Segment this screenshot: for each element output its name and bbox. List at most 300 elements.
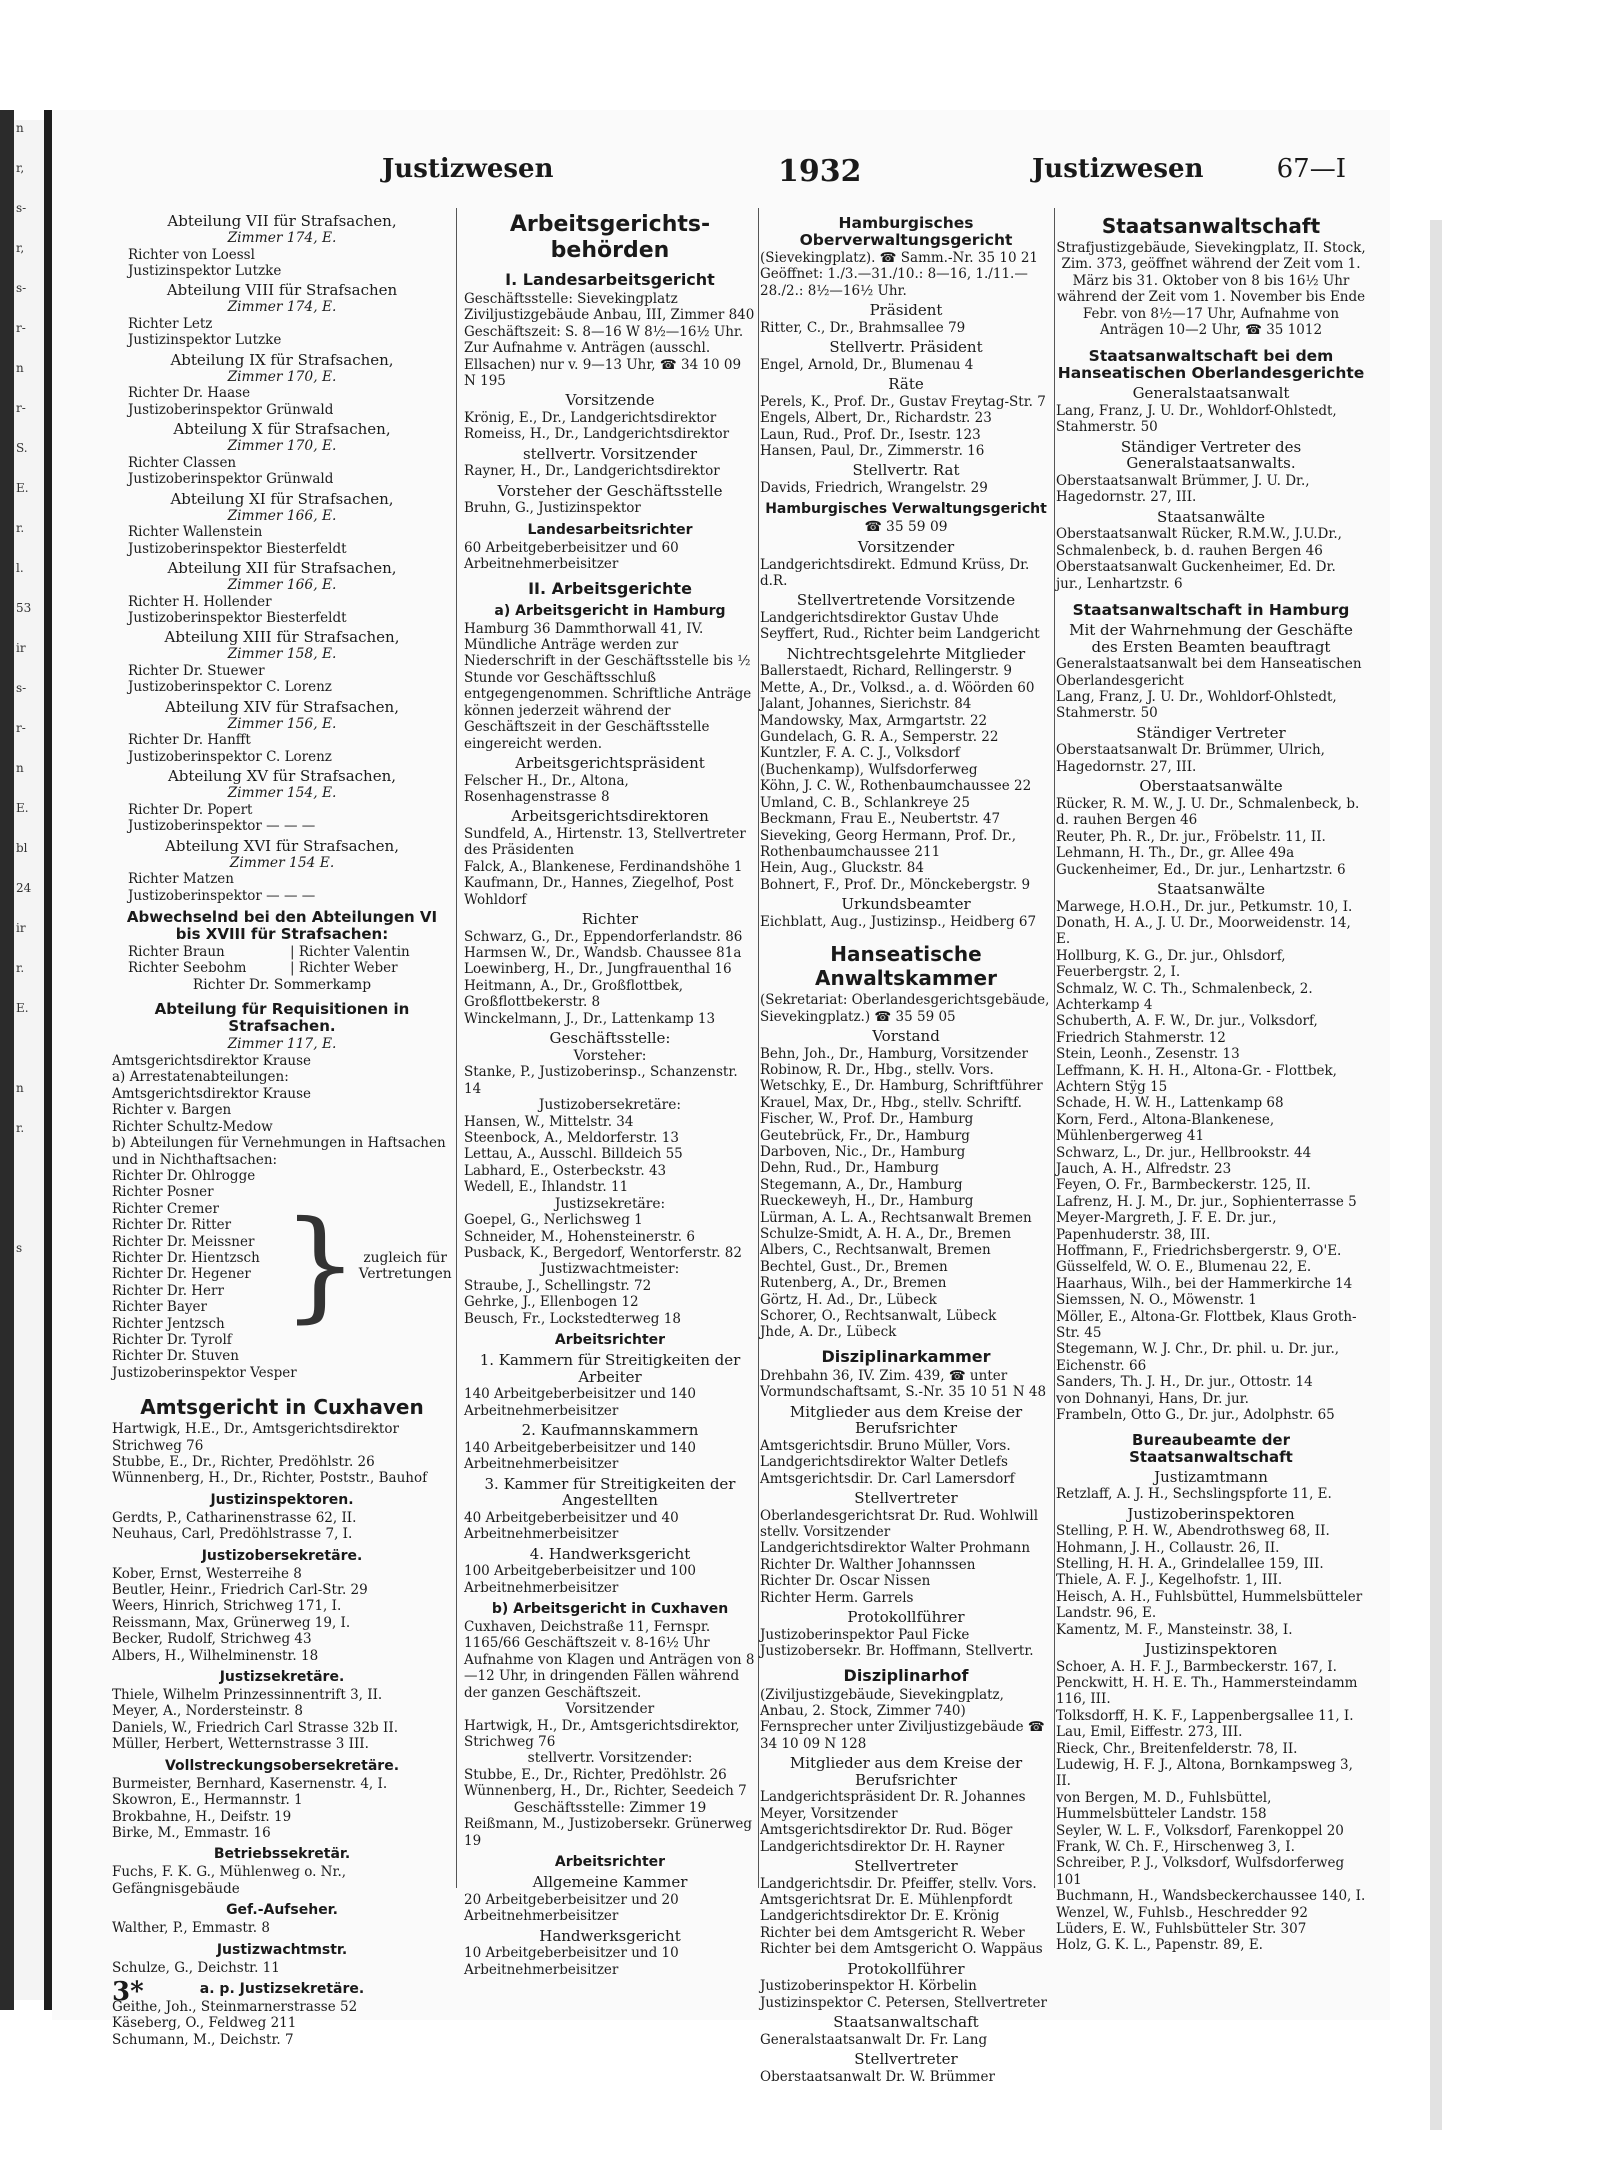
margin-fragment: [14, 1160, 44, 1200]
entry: Reissmann, Max, Grünerweg 19, I.: [112, 1614, 351, 1631]
entry-list: [760, 610, 1052, 643]
entry-list: [112, 1920, 452, 1936]
entry: Kaufmann, Dr., Hannes, Ziegelhof, Post Wohldorf: [464, 875, 734, 908]
entry: Schade, H. W. H., Lattenkamp 68: [1056, 1095, 1284, 1112]
entry-list: [1056, 796, 1366, 878]
entry: Justizoberinspektor C. Lorenz: [128, 679, 332, 696]
role-heading: Arbeitsrichter: [554, 1854, 666, 1871]
section-title: Disziplinarkammer: [821, 1346, 991, 1366]
role-heading: Präsident: [869, 301, 943, 320]
court-title: Hamburgisches Verwaltungsgericht: [765, 501, 1047, 518]
paragraph: Strafjustizgebäude, Sievekingplatz, II. Stock, Zim. 373, geöffnet während der Zeit vom 1. März bis 31. Oktober von 8 bis 16½ Uhr während der Zeit vom 1. November bis Ende Febr. von 8½—17 Uhr, Aufnahme von Anträgen 10—2 Uhr, ☎ 35 1012: [1056, 240, 1366, 339]
entry: Hartwigk, H., Dr., Amtsgerichtsdirektor, Strichweg 76: [464, 1717, 740, 1751]
section-heading: a. p. Justizsekretäre.: [199, 1980, 365, 1997]
margin-fragment: bl: [16, 841, 28, 855]
entry: Straube, J., Schellingstr. 72: [464, 1278, 652, 1294]
entry: Generalstaatsanwalt bei dem Hanseatischen Oberlandesgericht: [1056, 656, 1362, 689]
entry: Rutenberg, A., Dr., Bremen: [760, 1275, 947, 1292]
entry: Güsselfeld, W. O. E., Blumenau 22, E.: [1056, 1259, 1312, 1276]
entry: Richter H. Hollender: [128, 593, 272, 610]
entry: Kuntzler, F. A. C. J., Volksdorf (Buchenkamp), Wulfsdorferweg: [760, 745, 978, 778]
entry: Leffmann, K. H. H., Altona-Gr. - Flottbek, Achtern Stÿg 15: [1056, 1062, 1337, 1095]
entry: Lettau, A., Ausschl. Billdeich 55: [464, 1146, 683, 1163]
margin-fragment: r.: [16, 1121, 25, 1135]
entry: Richter Dr. Ohlrogge: [112, 1167, 256, 1184]
margin-fragment: ir: [16, 921, 26, 935]
chamber-title: 3. Kammer für Streitigkeiten der Angestellten: [484, 1474, 736, 1510]
room: Zimmer 158, E.: [227, 646, 337, 663]
entry-list: [112, 1510, 452, 1543]
role-heading: Geschäftsstelle: Zimmer 19: [513, 1799, 707, 1816]
entry: Stein, Leonh., Zesenstr. 13: [1056, 1046, 1240, 1063]
role-heading: Ständiger Vertreter des Generalstaatsanwalts.: [1120, 437, 1302, 473]
margin-fragment: s-: [16, 201, 27, 215]
entry: Meyer-Margreth, J. F. E. Dr. jur., Papenhuderstr. 38, III.: [1056, 1210, 1277, 1243]
entry: Heitmann, A., Dr., Großflottbek, Großflottbekerstr. 8: [464, 977, 684, 1011]
chamber-title: 1. Kammern für Streitigkeiten der Arbeiter: [479, 1351, 741, 1386]
entry: Robinow, R. Dr., Hbg., stellv. Vors.: [760, 1061, 994, 1078]
margin-fragment: S.: [16, 441, 28, 455]
court-title: b) Arbeitsgericht in Cuxhaven: [491, 1601, 729, 1618]
entry: Richter bei dem Amtsgericht R. Weber: [760, 1924, 1025, 1941]
entry: Walther, P., Emmastr. 8: [112, 1920, 270, 1937]
entry: Landgerichtsdirektor Dr. E. Krönig: [760, 1908, 1000, 1925]
entry: Justizoberinspektor C. Lorenz: [128, 748, 332, 765]
margin-fragment: 24: [16, 881, 32, 895]
role-heading: Urkundsbeamter: [841, 895, 971, 914]
role-heading: Ständiger Vertreter: [1136, 723, 1286, 742]
entry: Mette, A., Dr., Volksd., a. d. Wöörden 60: [760, 679, 1035, 696]
entry: Seyffert, Rud., Richter beim Landgericht: [760, 626, 1040, 643]
role-heading: Justizamtmann: [1154, 1467, 1268, 1486]
column-rule: [1054, 208, 1055, 1888]
entry-list: [1056, 899, 1366, 1424]
entry-list: [112, 1687, 452, 1753]
role-heading: Vorstand: [872, 1026, 940, 1045]
entry: Gerdts, P., Catharinenstrasse 62, II.: [112, 1509, 357, 1526]
entry: Oberstaatsanwalt Guckenheimer, Ed. Dr. jur., Lenhartzstr. 6: [1056, 559, 1336, 592]
role-heading: Staatsanwälte: [1156, 507, 1265, 526]
entry: Möller, E., Altona-Gr. Flottbek, Klaus Groth-Str. 45: [1056, 1308, 1357, 1342]
room: Zimmer 156, E.: [227, 715, 337, 732]
entry: Amtsgerichtsrat Dr. E. Mühlenpfordt: [760, 1891, 1013, 1908]
entry: Richter Dr. Oscar Nissen: [760, 1573, 931, 1590]
paragraph: (Ziviljustizgebäude, Sievekingplatz, Anbau, 2. Stock, Zimmer 740) Fernsprecher unter Ziviljustizgebäude ☎ 34 10 09 N 128: [760, 1686, 1045, 1752]
entry: Rueckeweyh, H., Dr., Hamburg: [760, 1193, 974, 1210]
entry: Justizoberinspektor Grünwald: [128, 471, 334, 488]
entry: Daniels, W., Friedrich Carl Strasse 32b II.: [112, 1719, 398, 1736]
role-heading: Stellvertreter: [854, 1489, 958, 1508]
entry: Fischer, W., Prof. Dr., Hamburg: [760, 1111, 974, 1128]
entry: Beckmann, Frau E., Neubertstr. 47: [760, 811, 1001, 828]
entry: Schuberth, A. F. W., Dr. jur., Volksdorf, Friedrich Stahmerstr. 12: [1056, 1013, 1318, 1046]
entry: Hohmann, J. H., Collaustr. 26, II.: [1056, 1539, 1280, 1556]
entry: Schoer, A. H. F. J., Barmbeckerstr. 167, I.: [1056, 1658, 1337, 1675]
entry: Wenzel, W., Fuhlsb., Heschredder 92: [1056, 1904, 1308, 1921]
entry: Ritter, C., Dr., Brahmsallee 79: [760, 319, 966, 336]
entry: Retzlaff, A. J. H., Sechslingspforte 11, E.: [1056, 1486, 1332, 1503]
entry: Perels, K., Prof. Dr., Gustav Freytag-Str. 7: [760, 393, 1046, 410]
entry: Lehmann, H. Th., Dr., gr. Allee 49a: [1056, 845, 1295, 862]
entry: Landgerichtsdirektor Walter Detlefs: [760, 1454, 1008, 1471]
entry: Justizoberinspektor — — —: [128, 818, 316, 835]
entry: Thiele, A. F. J., Kegelhofstr. 1, III.: [1056, 1572, 1283, 1589]
entry: Oberstaatsanwalt Dr. W. Brümmer: [760, 2068, 995, 2085]
margin-fragment: r,: [16, 241, 25, 255]
page: [52, 110, 1390, 2085]
margin-fragment: E.: [16, 481, 29, 495]
entry: Sundfeld, A., Hirtenstr. 13, Stellvertreter des Präsidenten: [464, 825, 746, 859]
entry: Bruhn, G., Justizinspektor: [464, 500, 641, 517]
judge-list: [290, 944, 452, 977]
entry: Justizinspektor C. Petersen, Stellvertreter: [760, 1994, 1048, 2011]
entry: Haarhaus, Wilh., bei der Hammerkirche 14: [1056, 1275, 1353, 1292]
entry: Sanders, Th. J. H., Dr. jur., Ottostr. 14: [1056, 1374, 1313, 1391]
entry-list: [760, 1046, 1052, 1341]
margin-fragment: s-: [16, 281, 27, 295]
role-heading: Mitglieder aus dem Kreise der Berufsrichter: [789, 1754, 1023, 1789]
entry: Stegemann, W. J. Chr., Dr. phil. u. Dr. jur., Eichenstr. 66: [1056, 1341, 1340, 1374]
entry: Richter Braun: [128, 944, 225, 961]
entry: Oberlandesgerichtsrat Dr. Rud. Wohlwill stellv. Vorsitzender: [760, 1507, 1039, 1541]
entry: Richter Letz: [128, 316, 213, 332]
brace-group: [112, 1168, 452, 1365]
role-heading: stellvertr. Vorsitzender:: [527, 1750, 693, 1767]
section-heading: Betriebssekretär.: [213, 1846, 351, 1863]
section-heading: Justizsekretäre.: [219, 1669, 345, 1686]
entry: Mandowsky, Max, Armgartstr. 22: [760, 712, 988, 729]
role-subheading: Justizobersekretäre:: [538, 1096, 682, 1113]
entry: Fuchs, F. K. G., Mühlenweg o. Nr., Gefängnisgebäude: [112, 1864, 347, 1897]
section-heading: Abwechselnd bei den Abteilungen VI bis XVIII für Strafsachen:: [126, 908, 438, 944]
subsection-title: I. Landesarbeitsgericht: [505, 270, 715, 289]
role-heading: Stellvertr. Präsident: [829, 338, 983, 357]
paragraph: Cuxhaven, Deichstraße 11, Fernspr. 1165/66 Geschäftszeit v. 8-16½ Uhr: [464, 1619, 711, 1652]
entry: Richter Schultz-Medow: [112, 1118, 273, 1135]
role-heading: Richter: [581, 909, 639, 928]
section-heading: Justizwachtmstr.: [216, 1941, 348, 1958]
entry: Jalant, Johannes, Sierichstr. 84: [760, 696, 972, 713]
entry: Richter Dr. Hanfft: [128, 732, 251, 749]
entry: Landgerichtsdirektor Gustav Uhde: [760, 610, 999, 627]
entry: Lürman, A. L. A., Rechtsanwalt Bremen: [760, 1209, 1032, 1226]
entry: Neuhaus, Carl, Predöhlstrasse 7, I.: [112, 1526, 353, 1543]
margin-fragment: s: [16, 1241, 23, 1255]
entry: Rayner, H., Dr., Landgerichtsdirektor: [464, 463, 720, 480]
entry-list: [1056, 526, 1366, 592]
entry: Oberstaatsanwalt Dr. Brümmer, Ulrich, Hagedornstr. 27, III.: [1056, 742, 1325, 775]
chamber-title: 2. Kaufmannskammern: [521, 1421, 699, 1440]
entry: Meyer, A., Nordersteinstr. 8: [112, 1703, 303, 1720]
role-heading: Staatsanwaltschaft: [833, 2012, 979, 2031]
entry-list: [464, 410, 756, 443]
subsection-title: II. Arbeitsgerichte: [528, 578, 692, 598]
page-edge: [1430, 220, 1442, 2130]
entry: Becker, Rudolf, Strichweg 43: [112, 1631, 312, 1648]
entry-list: [760, 394, 1052, 460]
entry: Korn, Ferd., Altona-Blankenese, Mühlenbergerweg 41: [1056, 1111, 1275, 1145]
chamber-members: 100 Arbeitgeberbeisitzer und 100 Arbeitnehmerbeisitzer: [464, 1563, 696, 1596]
role-heading: Räte: [888, 375, 924, 394]
entry: Weers, Hinrich, Strichweg 171, I.: [112, 1598, 342, 1615]
entry: Amtsgerichtsdirektor Dr. Rud. Böger: [760, 1822, 1013, 1839]
entry-list: [1056, 403, 1366, 436]
entry: Gundelach, G. R. A., Semperstr. 22: [760, 729, 999, 746]
department-title: Abteilung XIII für Strafsachen,: [164, 628, 400, 647]
entry-list: [112, 1421, 452, 1487]
header-year: 1932: [778, 154, 862, 189]
court-title: a) Arbeitsgericht in Hamburg: [494, 602, 726, 619]
entry: Brokbahne, H., Deifstr. 19: [112, 1808, 292, 1825]
room: Zimmer 174, E.: [227, 299, 337, 316]
entry: Wetschky, E., Dr. Hamburg, Schriftführer: [760, 1078, 1043, 1095]
running-header: [164, 154, 1346, 194]
paragraph: (Sievekingplatz). ☎ Samm.-Nr. 35 10 21 Geöffnet: 1./3.—31./10.: 8—16, 1./11.—28./2.: 8½—16½ Uhr.: [760, 250, 1039, 299]
entry: von Dohnanyi, Hans, Dr. jur.: [1056, 1390, 1249, 1407]
entry: Richter Dr. Popert: [128, 801, 253, 818]
entry: Laun, Rud., Prof. Dr., Isestr. 123: [760, 426, 981, 443]
role-heading: Mitglieder aus dem Kreise der Berufsrichter: [789, 1402, 1023, 1438]
entry: Darboven, Nic., Dr., Hamburg: [760, 1143, 966, 1160]
entry-list: [1056, 1659, 1366, 1954]
room: Zimmer 166, E.: [227, 507, 337, 524]
entry: Wünnenberg, H., Dr., Richter, Poststr., Bauhof: [112, 1470, 428, 1487]
entry: Schwarz, G., Dr., Eppendorferlandstr. 86: [464, 928, 743, 945]
entry: a) Arrestatenabteilungen:: [112, 1069, 289, 1086]
entry: Jhde, A. Dr., Lübeck: [760, 1324, 897, 1341]
department-title: Abteilung XIV für Strafsachen,: [165, 697, 399, 716]
role-heading: Justizinspektoren: [1144, 1639, 1278, 1658]
gutter: [44, 110, 52, 2010]
entry-list: [1056, 1523, 1366, 1638]
entry: Hartwigk, H.E., Dr., Amtsgerichtsdirektor Strichweg 76: [112, 1421, 399, 1454]
entry-list: [760, 1876, 1052, 1958]
margin-fragment: n: [16, 1081, 24, 1095]
section-title: Disziplinarhof: [843, 1665, 969, 1685]
role-heading: Generalstaatsanwalt: [1132, 384, 1290, 403]
entry-list: [760, 1508, 1052, 1606]
entry: Schmalz, W. C. Th., Schmalenbeck, 2. Achterkamp 4: [1056, 980, 1313, 1013]
entry-list: [112, 1566, 452, 1664]
entry: Lang, Franz, J. U. Dr., Wohldorf-Ohlstedt, Stahmerstr. 50: [1056, 689, 1337, 722]
role-heading: Arbeitsgerichtsdirektoren: [511, 807, 709, 826]
entry: Siemssen, N. O., Möwenstr. 1: [1056, 1292, 1257, 1309]
department-title: Abteilung X für Strafsachen,: [173, 420, 391, 439]
entry: Justizoberinspektor — — —: [128, 887, 316, 904]
entry: Gehrke, J., Ellenbogen 12: [464, 1294, 639, 1311]
entry: Stelling, P. H. W., Abendrothsweg 68, II.: [1056, 1523, 1330, 1540]
role-heading: Stellvertretende Vorsitzende: [796, 591, 1016, 610]
column-2: [464, 210, 756, 2010]
margin-fragment: [14, 1040, 44, 1080]
entry: Justizobersekr. Br. Hoffmann, Stellvertr.: [760, 1643, 1034, 1660]
entry: Loewinberg, H., Dr., Jungfrauenthal 16: [464, 961, 732, 978]
paragraph: Aufnahme von Klagen und Anträgen von 8—12 Uhr, in dringenden Fällen während der ganzen Geschäftszeit.: [464, 1651, 755, 1701]
entry: Lau, Emil, Eiffestr. 273, III.: [1056, 1724, 1243, 1741]
section-title: Hanseatische Anwaltskammer: [815, 942, 997, 991]
role-heading: Protokollführer: [847, 1959, 965, 1978]
entry: Donath, H. A., J. U. Dr., Moorweidenstr. 14, E.: [1056, 914, 1351, 948]
room: Zimmer 166, E.: [227, 577, 337, 594]
entry: Dehn, Rud., Dr., Hamburg: [760, 1160, 939, 1177]
entry: Amtsgerichtsdir. Bruno Müller, Vors.: [760, 1437, 1011, 1454]
entry: Justizoberinspektor Paul Ficke: [760, 1626, 970, 1643]
entry-list: [464, 826, 756, 908]
role-heading: Landesarbeitsrichter: [527, 521, 693, 538]
margin-fragment: l.: [16, 561, 24, 575]
chamber-members: 140 Arbeitgeberbeisitzer und 140 Arbeitnehmerbeisitzer: [464, 1386, 696, 1419]
entry: Kamentz, M. F., Mansteinstr. 38, I.: [1056, 1621, 1293, 1638]
entry: Landgerichtsdirekt. Edmund Krüss, Dr. d.R.: [760, 556, 1030, 590]
section-title: Staatsanwaltschaft bei dem Hanseatischen Oberlandesgerichte: [1057, 347, 1365, 383]
chamber-title: Allgemeine Kammer: [532, 1873, 688, 1892]
entry: Goepel, G., Nerlichsweg 1: [464, 1212, 643, 1229]
entry: Landgerichtsdir. Dr. Pfeiffer, stellv. Vors.: [760, 1875, 1037, 1892]
entry: Harmsen W., Dr., Wandsb. Chaussee 81a: [464, 944, 742, 961]
court-title: Hamburgisches Oberverwaltungsgericht: [799, 214, 1013, 249]
entry: Frambeln, Otto G., Dr. jur., Adolphstr. 65: [1056, 1407, 1335, 1424]
entry: Landgerichtsdirektor Walter Prohmann: [760, 1540, 1031, 1557]
column-3: [760, 210, 1052, 2085]
margin-fragment: r.: [16, 521, 25, 535]
entry-list: [112, 1960, 452, 1976]
department-title: Abteilung XVI für Strafsachen,: [165, 836, 399, 855]
entry: Engels, Albert, Dr., Richardstr. 23: [760, 410, 992, 427]
entry: Stubbe, E., Dr., Richter, Predöhlstr. 26: [112, 1454, 375, 1470]
role-heading: Stellvertreter: [854, 2049, 958, 2068]
entry: Richter Dr. Meissner: [112, 1233, 255, 1250]
role-heading: Oberstaatsanwälte: [1139, 777, 1283, 796]
entry: Richter Dr. Herr: [112, 1282, 224, 1299]
entry: Sieveking, Georg Hermann, Prof. Dr., Rothenbaumchaussee 211: [760, 827, 1017, 860]
entry-list: [464, 1816, 756, 1849]
entry: Hollburg, K. G., Dr. jur., Ohlsdorf, Feuerbergstr. 2, I.: [1056, 947, 1286, 981]
margin-fragment: n: [16, 761, 24, 775]
entry: Schulze-Smidt, A. H. A., Dr., Bremen: [760, 1226, 1012, 1242]
entry: Landgerichtspräsident Dr. R. Johannes Meyer, Vorsitzender: [760, 1789, 1026, 1822]
chamber-list: [464, 1352, 756, 1596]
entry: Generalstaatsanwalt Dr. Fr. Lang: [760, 2031, 988, 2048]
entry: Schumann, M., Deichstr. 7: [112, 2031, 294, 2048]
entry-list: [464, 540, 756, 573]
entry: Richter Dr. Hientzsch: [112, 1249, 260, 1266]
entry-list: [760, 914, 1052, 930]
entry: Falck, A., Blankenese, Ferdinandshöhe 1: [464, 858, 743, 875]
brace-label: zugleich für Vertretungen: [358, 1249, 452, 1283]
section-title: Staatsanwaltschaft: [1101, 214, 1321, 238]
entry: Richter Dr. Tyrolf: [112, 1331, 232, 1348]
requisition-list: [112, 1053, 452, 1168]
entry-list: [464, 1278, 756, 1327]
entry-list: [1056, 656, 1366, 722]
alternating-judges: [112, 944, 452, 977]
entry: Romeiss, H., Dr., Landgerichtsdirektor: [464, 426, 730, 443]
role-heading: Mit der Wahrnehmung der Geschäfte des Ersten Beamten beauftragt: [1069, 621, 1353, 656]
entry-list: [1056, 1486, 1366, 1502]
entry: Richter Dr. Stuven: [112, 1348, 239, 1365]
margin-fragment: n: [16, 361, 24, 375]
entry: Richter Matzen: [128, 871, 234, 888]
entry: Richter Bayer: [112, 1299, 207, 1316]
entry-list: [760, 2032, 1052, 2048]
role-subheading: Justizwachtmeister:: [540, 1261, 680, 1278]
entry: Richter Dr. Walther Johannssen: [760, 1556, 976, 1573]
role-heading: Vorsitzender: [565, 1701, 655, 1718]
entry: Bohnert, F., Prof. Dr., Mönckebergstr. 9: [760, 876, 1031, 893]
entry-list: [760, 1627, 1052, 1660]
header-section-right: Justizwesen: [1032, 154, 1204, 184]
entry: Landgerichtsdirektor Dr. H. Rayner: [760, 1838, 1005, 1855]
entry-list: [760, 480, 1052, 496]
entry: Justizoberinspektor Biesterfeldt: [128, 540, 347, 557]
role-subheading: Justizsekretäre:: [554, 1195, 666, 1212]
entry: Schwarz, L., Dr. jur., Hellbrookstr. 44: [1056, 1144, 1312, 1161]
entry: Richter von Loessl: [128, 246, 255, 263]
entry: Richter Dr. Haase: [128, 385, 251, 402]
margin-fragment: r-: [16, 321, 26, 335]
entry: Albers, H., Wilhelminenstr. 18: [112, 1647, 319, 1664]
role-heading: Vorsteher der Geschäftsstelle: [497, 481, 723, 500]
entry: Skowron, E., Hermannstr. 1: [112, 1792, 303, 1809]
margin-fragment: E.: [16, 1001, 29, 1015]
paragraph: Hamburg 36 Dammthorwall 41, IV. Mündliche Anträge werden zur Niederschrift in der Geschäftsstelle bis ½ Stunde vor Geschäftsschluß entgegengenommen. Schriftliche Anträge können jederzeit während der Geschäftszeit in der Geschäftsstelle eingereicht werden.: [464, 620, 752, 752]
section-heading: Gef.-Aufseher.: [226, 1902, 338, 1919]
role-heading: Arbeitsrichter: [554, 1332, 666, 1349]
department-title: Abteilung VII für Strafsachen,: [167, 212, 397, 230]
margin-fragment: [14, 1200, 44, 1240]
entry: Amtsgerichtsdir. Dr. Carl Lamersdorf: [760, 1470, 1015, 1487]
entry: Burmeister, Bernhard, Kasernenstr. 4, I.: [112, 1775, 388, 1792]
entry: | Richter Valentin: [290, 944, 410, 961]
margin-fragment: r,: [16, 161, 25, 175]
role-heading: Justizoberinspektoren: [1127, 1504, 1295, 1523]
margin-fragment: 53: [16, 601, 32, 615]
section-heading: Abteilung für Requisitionen in Strafsachen.: [154, 1000, 410, 1036]
entry: Lang, Franz, J. U. Dr., Wohldorf-Ohlstedt, Stahmerstr. 50: [1056, 403, 1337, 436]
entry: Stubbe, E., Dr., Richter, Predöhlstr. 26: [464, 1767, 727, 1784]
entry: Marwege, H.O.H., Dr. jur., Petkumstr. 10, I.: [1056, 898, 1353, 915]
signature-mark: 3*: [112, 1977, 144, 2007]
binding-shadow: [0, 110, 14, 2010]
entry: Wedell, E., Ihlandstr. 11: [464, 1179, 629, 1196]
entry: Thiele, Wilhelm Prinzessinnentrift 3, II.: [112, 1687, 383, 1704]
entry: Beutler, Heinr., Friedrich Carl-Str. 29: [112, 1582, 368, 1599]
column-1: [112, 210, 452, 2048]
department-list: [112, 212, 452, 904]
department-title: Abteilung VIII für Strafsachen: [166, 281, 398, 300]
entry-list: [760, 1789, 1052, 1855]
entry: Reuter, Ph. R., Dr. jur., Fröbelstr. 11, II.: [1056, 828, 1326, 845]
role-subheading: Vorsteher:: [573, 1047, 647, 1064]
entry: Richter Classen: [128, 454, 237, 471]
entry: Richter Dr. Ritter: [112, 1217, 232, 1234]
entry: Richter Cremer: [112, 1200, 219, 1217]
role-heading: Arbeitsgerichtspräsident: [515, 753, 705, 772]
entry: Birke, M., Emmastr. 16: [112, 1824, 271, 1841]
court-title: Amtsgericht in Cuxhaven: [140, 1395, 424, 1420]
room: Zimmer 154, E.: [227, 785, 337, 802]
entry-list: [464, 1718, 756, 1751]
entry: Schulze, G., Deichstr. 11: [112, 1959, 280, 1976]
entry-list: [760, 357, 1052, 373]
entry: Lafrenz, H. J. M., Dr. jur., Sophienterrasse 5: [1056, 1193, 1357, 1210]
chamber-title: Handwerksgericht: [539, 1926, 681, 1945]
entry: Engel, Arnold, Dr., Blumenau 4: [760, 356, 974, 373]
entry: Käseberg, O., Feldweg 211: [112, 2015, 297, 2032]
entry: Hein, Aug., Gluckstr. 84: [760, 860, 924, 877]
entry-list: [112, 1999, 452, 2048]
entry: Penckwitt, H. H. E. Th., Hammersteindamm 116, III.: [1056, 1674, 1358, 1708]
